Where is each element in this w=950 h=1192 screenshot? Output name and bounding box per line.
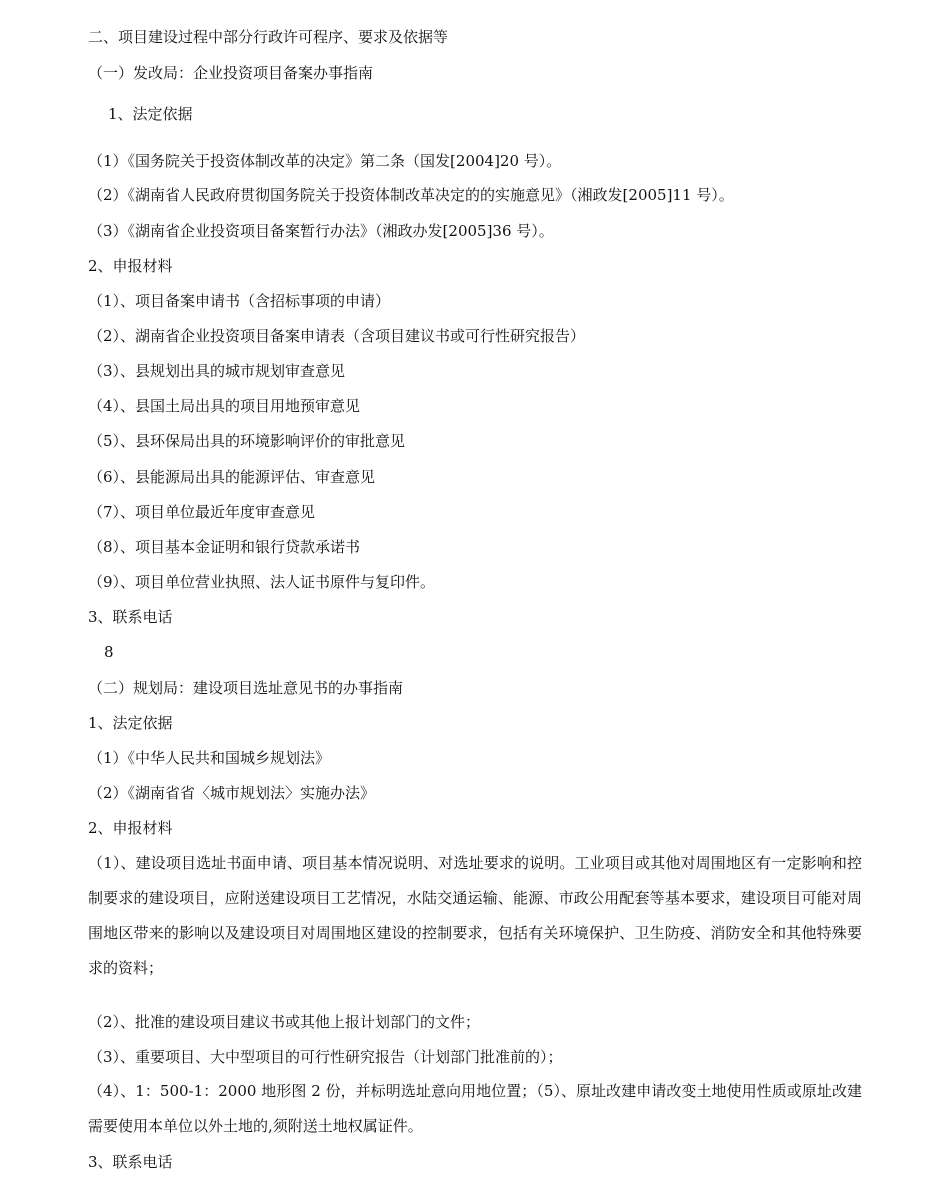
part1-material-item: （7）、项目单位最近年度审查意见: [88, 503, 316, 521]
part1-legal-basis-item: （1）《国务院关于投资体制改革的决定》第二条（国发[2004]20 号）。: [88, 152, 562, 170]
part1-material-item: （4）、县国土局出具的项目用地预审意见: [88, 397, 361, 415]
part2-material-item: （2）、批准的建设项目建议书或其他上报计划部门的文件；: [88, 1013, 481, 1031]
part1-material-item: （6）、县能源局出具的能源评估、审查意见: [88, 468, 376, 486]
part1-legal-basis-item: （3）《湖南省企业投资项目备案暂行办法》（湘政办发[2005]36 号）。: [88, 222, 554, 240]
part1-material-item: （3）、县规划出具的城市规划审查意见: [88, 362, 346, 380]
part1-contact-heading: 3、联系电话: [88, 608, 173, 626]
part2-legal-basis-item: （2）《湖南省省〈城市规划法〉实施办法》: [88, 784, 376, 802]
part1-heading: （一）发改局：企业投资项目备案办事指南: [88, 64, 374, 82]
part2-heading: （二）规划局：建设项目选址意见书的办事指南: [88, 679, 404, 697]
part1-contact-value: 8: [104, 643, 114, 661]
section-heading: 二、项目建设过程中部分行政许可程序、要求及依据等: [88, 28, 449, 46]
part2-legal-basis-heading: 1、法定依据: [88, 714, 173, 732]
part1-material-item: （1）、项目备案申请书（含招标事项的申请）: [88, 292, 391, 310]
part2-materials-heading: 2、申报材料: [88, 819, 173, 837]
part2-material-item: （1）、建设项目选址书面申请、项目基本情况说明、对选址要求的说明。工业项目或其他对周围地区有一定影响和控制要求的建设项目，应附送建设项目工艺情况，水陆交通运输、能源、市政公用配套等基本要求，建设项目可能对周围地区带来的影响以及建设项目对周围地区建设的控制要求，包括有关环境保护、卫生防疫、消防安全和其他特殊要求的资料；: [88, 854, 862, 977]
part2-material-item: （3）、重要项目、大中型项目的可行性研究报告（计划部门批准前的）；: [88, 1048, 563, 1066]
part1-material-item: （9）、项目单位营业执照、法人证书原件与复印件。: [88, 573, 436, 591]
part1-legal-basis-heading: 1、法定依据: [108, 105, 193, 123]
part1-material-item: （5）、县环保局出具的环境影响评价的审批意见: [88, 432, 406, 450]
part1-material-item: （8）、项目基本金证明和银行贷款承诺书: [88, 538, 361, 556]
part1-material-item: （2）、湖南省企业投资项目备案申请表（含项目建议书或可行性研究报告）: [88, 327, 586, 345]
part2-contact-heading: 3、联系电话: [88, 1153, 173, 1171]
part2-material-item: （4）、1：500-1：2000 地形图 2 份，并标明选址意向用地位置；（5）、原址改建申请改变土地使用性质或原址改建需要使用本单位以外土地的,须附送土地权属证件。: [88, 1082, 862, 1135]
part1-legal-basis-item: （2）《湖南省人民政府贯彻国务院关于投资体制改革决定的的实施意见》（湘政发[2005]11 号）。: [88, 186, 734, 204]
part1-materials-heading: 2、申报材料: [88, 257, 173, 275]
part2-legal-basis-item: （1）《中华人民共和国城乡规划法》: [88, 749, 331, 767]
